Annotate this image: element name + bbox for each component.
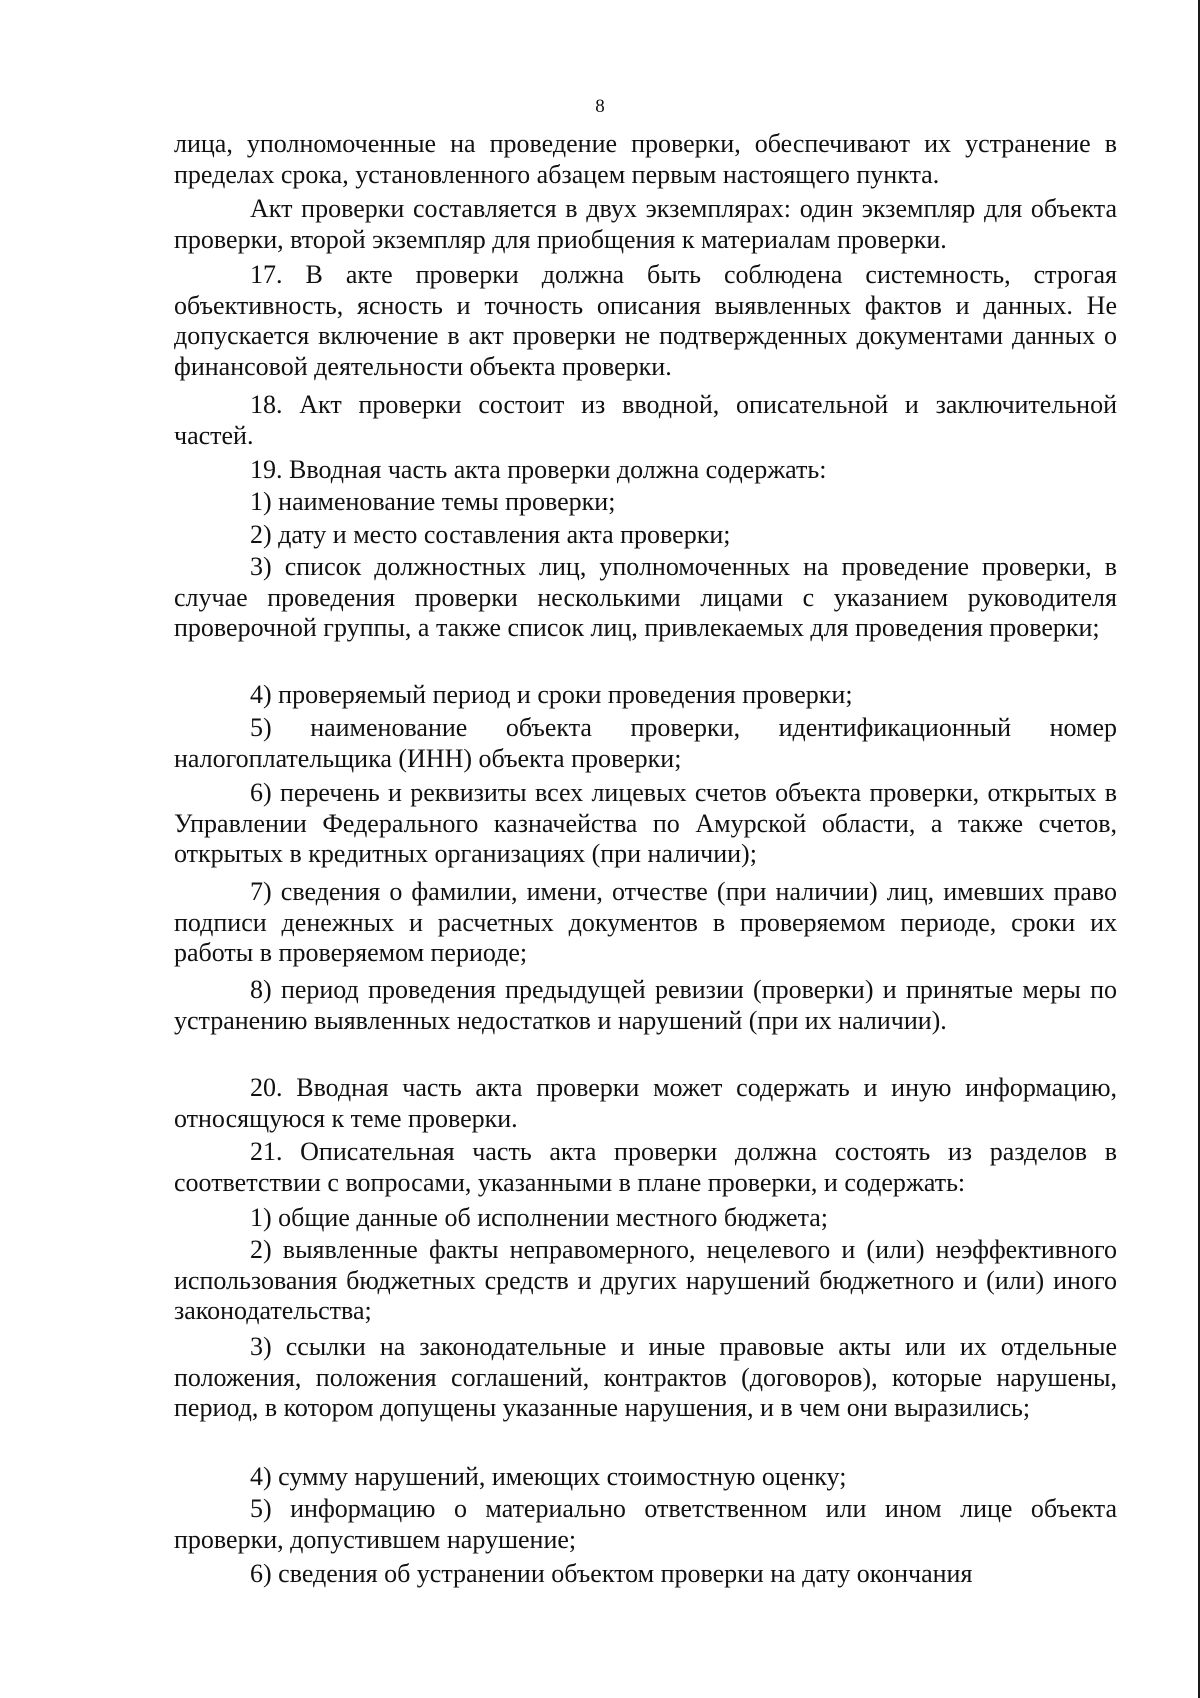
list-item-19-7: 7) сведения о фамилии, имени, отчестве (при наличии) лиц, имевших право подписи денежных и расчетных документов в проверяемом периоде, сроки их работы в проверяемом периоде; <box>174 877 1117 968</box>
list-item-21-1: 1) общие данные об исполнении местного бюджета; <box>250 1203 829 1232</box>
list-item-19-1: 1) наименование темы проверки; <box>250 487 616 516</box>
list-item-21-5: 5) информацию о материально ответственном или ином лице объекта проверки, допустившем нарушение; <box>174 1494 1117 1554</box>
list-item-19-8: 8) период проведения предыдущей ревизии (проверки) и принятые меры по устранению выявленных недостатков и нарушений (при их наличии). <box>174 975 1117 1035</box>
list-item-21-4: 4) сумму нарушений, имеющих стоимостную оценку; <box>250 1462 847 1491</box>
list-item-19-2: 2) дату и место составления акта проверки; <box>250 520 731 549</box>
list-item-19-4: 4) проверяемый период и сроки проведения проверки; <box>250 680 853 709</box>
list-item-19-5: 5) наименование объекта проверки, идентификационный номер налогоплательщика (ИНН) объекта проверки; <box>174 713 1117 773</box>
paragraph-item-20: 20. Вводная часть акта проверки может содержать и иную информацию, относящуюся к теме проверки. <box>174 1073 1117 1133</box>
paragraph-item-17: 17. В акте проверки должна быть соблюдена системность, строгая объективность, ясность и точность описания выявленных фактов и данных. Не допускается включение в акт проверки не подтвержденных документами данных о финансовой деятельности объекта проверки. <box>174 260 1117 381</box>
paragraph-item-18: 18. Акт проверки состоит из вводной, описательной и заключительной частей. <box>174 390 1117 450</box>
paragraph-continuation: лица, уполномоченные на проведение проверки, обеспечивают их устранение в пределах срока, установленного абзацем первым настоящего пункта. <box>174 129 1117 189</box>
paragraph-act-copies: Акт проверки составляется в двух экземплярах: один экземпляр для объекта проверки, второй экземпляр для приобщения к материалам проверки. <box>174 194 1117 254</box>
list-item-21-3: 3) ссылки на законодательные и иные правовые акты или их отдельные положения, положения соглашений, контрактов (договоров), которые нарушены, период, в котором допущены указанные нарушения, и в чем они выразились; <box>174 1332 1117 1423</box>
list-item-21-6: 6) сведения об устранении объектом проверки на дату окончания <box>250 1559 973 1588</box>
paragraph-item-19: 19. Вводная часть акта проверки должна содержать: <box>250 455 827 484</box>
paragraph-item-21: 21. Описательная часть акта проверки должна состоять из разделов в соответствии с вопросами, указанными в плане проверки, и содержать: <box>174 1137 1117 1197</box>
list-item-19-3: 3) список должностных лиц, уполномоченных на проведение проверки, в случае проведения проверки несколькими лицами с указанием руководителя проверочной группы, а также список лиц, привлекаемых для проведения проверки; <box>174 552 1117 643</box>
list-item-21-2: 2) выявленные факты неправомерного, нецелевого и (или) неэффективного использования бюджетных средств и других нарушений бюджетного и (или) иного законодательства; <box>174 1235 1117 1326</box>
list-item-19-6: 6) перечень и реквизиты всех лицевых счетов объекта проверки, открытых в Управлении Федерального казначейства по Амурской области, а также счетов, открытых в кредитных организациях (при наличии); <box>174 778 1117 869</box>
page-number: 8 <box>595 96 605 117</box>
